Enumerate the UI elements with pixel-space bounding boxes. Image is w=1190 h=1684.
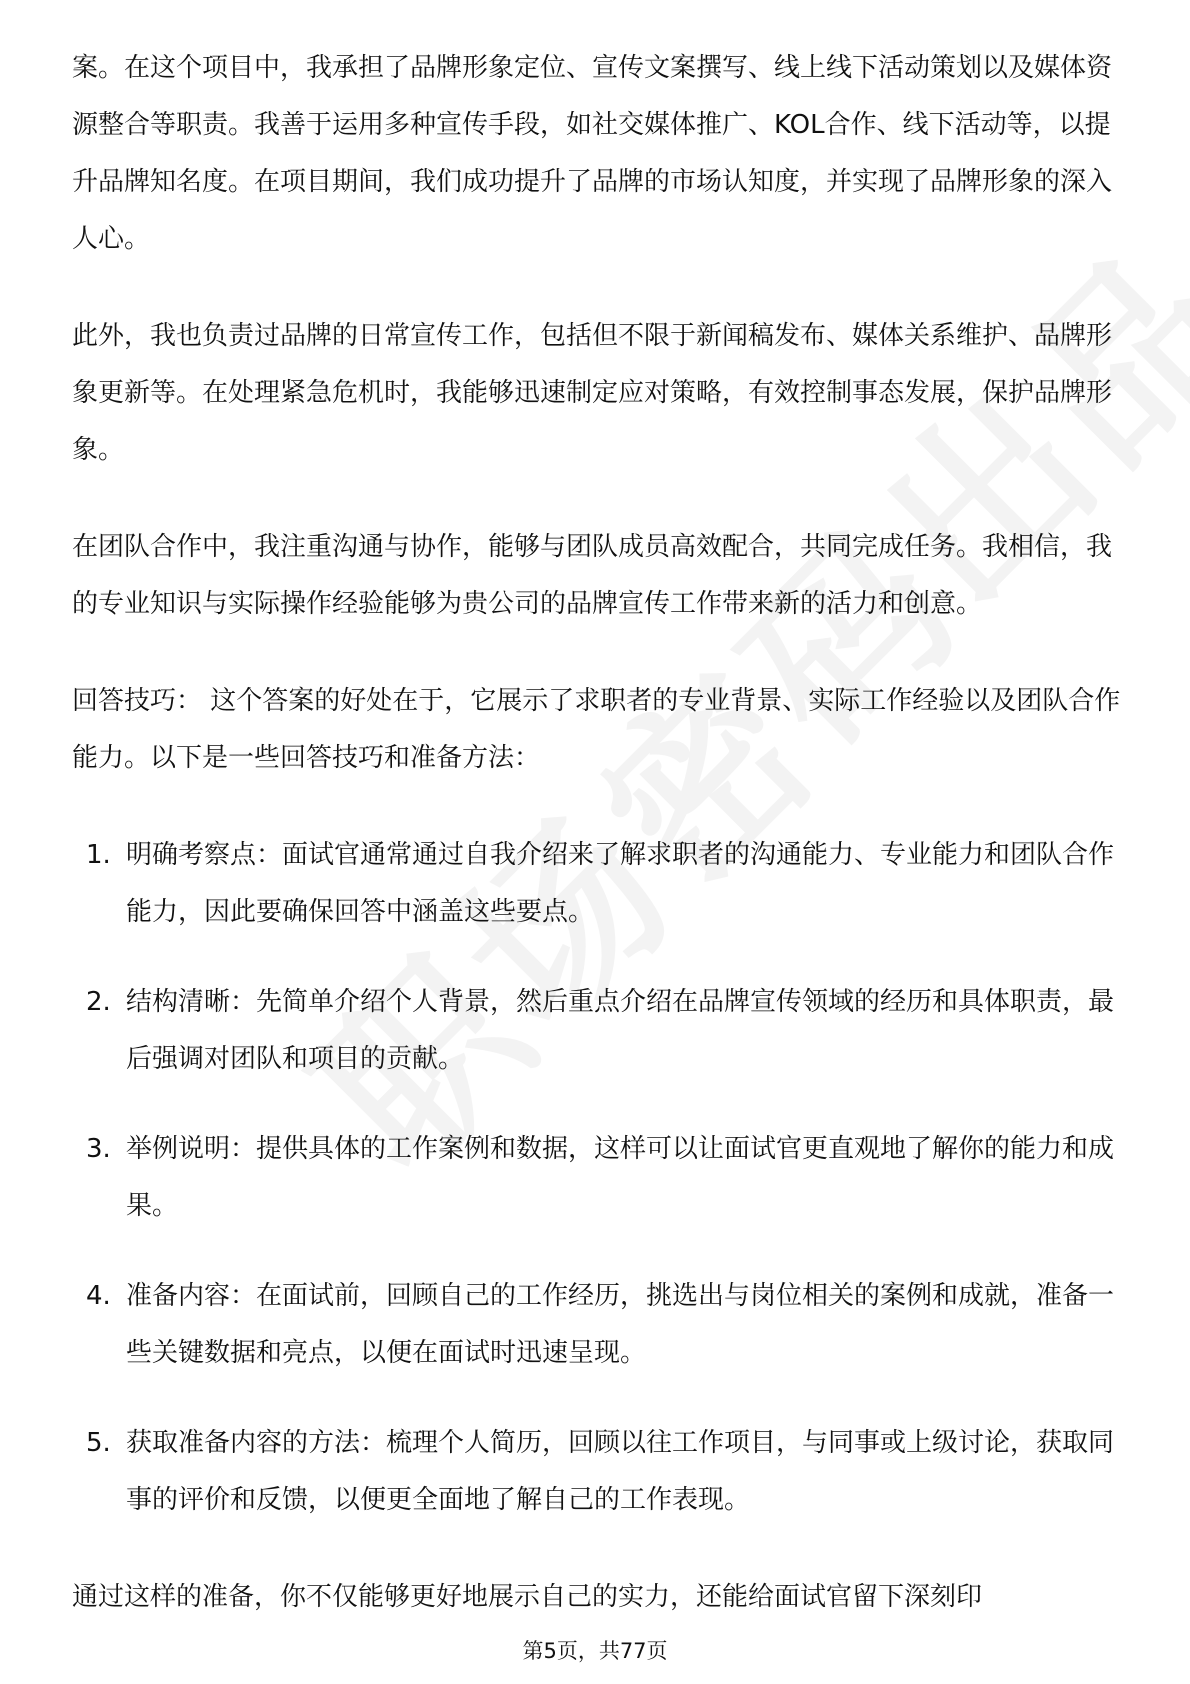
- list-item-text: 明确考察点：面试官通常通过自我介绍来了解求职者的沟通能力、专业能力和团队合作能力，因此要确保回答中涵盖这些要点。: [126, 840, 1115, 927]
- list-item-number: 2.: [86, 987, 111, 1017]
- paragraph-closing: 通过这样的准备，你不仅能够更好地展示自己的实力，还能给面试官留下深刻印: [72, 1582, 983, 1612]
- list-item-number: 4.: [86, 1281, 111, 1311]
- list-item: [72, 827, 1132, 941]
- paragraph-teamwork: 在团队合作中，我注重沟通与协作，能够与团队成员高效配合，共同完成任务。我相信，我的专业知识与实际操作经验能够为贵公司的品牌宣传工作带来新的活力和创意。: [72, 532, 1113, 619]
- paragraph-project-duties: 案。在这个项目中，我承担了品牌形象定位、宣传文案撰写、线上线下活动策划以及媒体资源整合等职责。我善于运用多种宣传手段，如社交媒体推广、KOL合作、线下活动等，以提升品牌知名度。在项目期间，我们成功提升了品牌的市场认知度，并实现了品牌形象的深入人心。: [72, 53, 1113, 254]
- list-item: [72, 974, 1132, 1088]
- list-item: [72, 1121, 1132, 1235]
- list-item-number: 1.: [86, 840, 111, 870]
- page-number-footer: 第5页，共77页: [522, 1639, 668, 1663]
- list-item-text: 准备内容：在面试前，回顾自己的工作经历，挑选出与岗位相关的案例和成就，准备一些关键数据和亮点，以便在面试时迅速呈现。: [126, 1281, 1115, 1368]
- document-body: [72, 40, 1132, 1626]
- paragraph-daily-publicity: 此外，我也负责过品牌的日常宣传工作，包括但不限于新闻稿发布、媒体关系维护、品牌形象更新等。在处理紧急危机时，我能够迅速制定应对策略，有效控制事态发展，保护品牌形象。: [72, 321, 1113, 465]
- tips-list: [72, 827, 1132, 1529]
- list-item: [72, 1268, 1132, 1382]
- list-item-text: 获取准备内容的方法：梳理个人简历，回顾以往工作项目，与同事或上级讨论，获取同事的评价和反馈，以便更全面地了解自己的工作表现。: [126, 1428, 1115, 1515]
- list-item-text: 举例说明：提供具体的工作案例和数据，这样可以让面试官更直观地了解你的能力和成果。: [126, 1134, 1115, 1221]
- list-item-text: 结构清晰：先简单介绍个人背景，然后重点介绍在品牌宣传领域的经历和具体职责，最后强调对团队和项目的贡献。: [126, 987, 1115, 1074]
- paragraph-answer-tips-intro: 回答技巧： 这个答案的好处在于，它展示了求职者的专业背景、实际工作经验以及团队合作能力。以下是一些回答技巧和准备方法：: [72, 686, 1121, 773]
- list-item: [72, 1415, 1132, 1529]
- list-item-number: 3.: [86, 1134, 111, 1164]
- list-item-number: 5.: [86, 1428, 111, 1458]
